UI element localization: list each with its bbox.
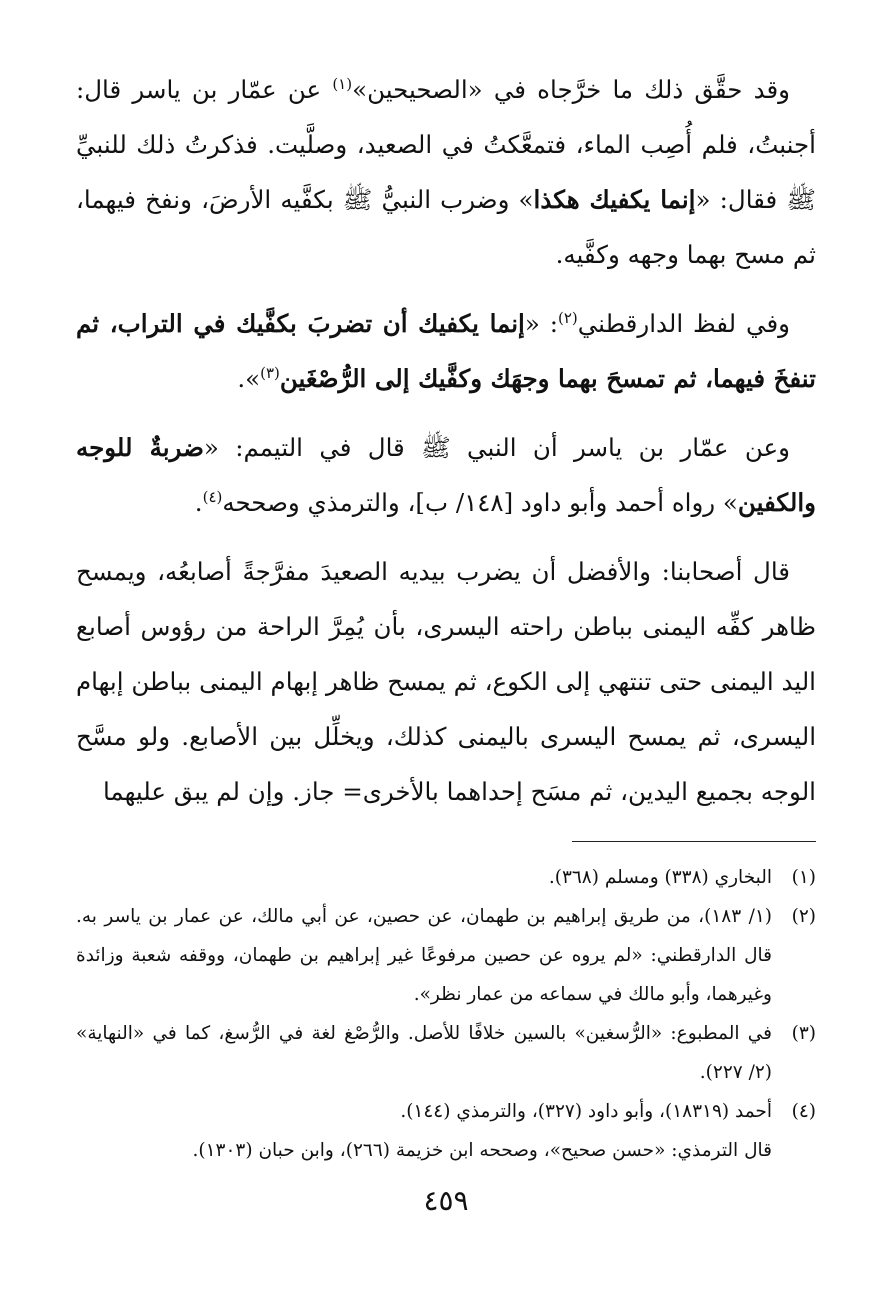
paragraph-text: : «	[524, 309, 558, 338]
footnote-3	[76, 1014, 816, 1092]
paragraph-text: عن عمّار بن ياسر قال: أجنبتُ، فلم أُصِب الماء، فتمعَّكتُ في الصعيد، وصلَّيت. فذكرتُ ذلك للنبيِّ ﷺ فقال: «	[76, 75, 817, 214]
footnote-1	[76, 858, 816, 897]
hadith-quote: إنما يكفيك أن تضربَ بكفَّيك في التراب، ثم تنفخَ فيهما، ثم تمسحَ بهما وجهَك وكفَّيك إلى الرُّصْغَين	[76, 309, 816, 393]
page-number: ٤٥٩	[423, 1184, 469, 1217]
hadith-quote: إنما يكفيك هكذا	[533, 185, 696, 214]
footnote-ref[interactable]: (١)	[332, 74, 353, 93]
footnote-ref[interactable]: (٣)	[260, 363, 280, 382]
footnotes	[76, 858, 816, 1170]
footnote-4-continuation	[76, 1131, 816, 1170]
paragraph-text: » رواه أحمد وأبو داود [١٤٨/ ب]، والترمذي وصححه	[222, 488, 738, 517]
hadith-quote: ضربةٌ للوجه والكفين	[76, 433, 816, 517]
footnote-text: في المطبوع: «الرُّسغين» بالسين خلافًا للأصل. والرُّصْغ لغة في الرُّسغ، كما في «النهاية» (٢/ ٢٢٧).	[76, 1023, 772, 1083]
footnote-4	[76, 1092, 816, 1131]
footnote-2	[76, 897, 816, 1014]
footnote-ref[interactable]: (٢)	[557, 308, 578, 327]
footnote-text: أحمد (١٨٣١٩)، وأبو داود (٣٢٧)، والترمذي (١٤٤).	[400, 1101, 772, 1122]
footnote-text: قال الترمذي: «حسن صحيح»، وصححه ابن خزيمة (٢٦٦)، وابن حبان (١٣٠٣).	[192, 1140, 772, 1161]
paragraph-2	[76, 296, 816, 406]
paragraph-3	[76, 420, 816, 530]
footnote-text: (١/ ١٨٣)، من طريق إبراهيم بن طهمان، عن حصين، عن أبي مالك، عن عمار بن ياسر به. قال الدارقطني: «لم يروه عن حصين مرفوعًا غير إبراهيم بن طهمان، ووقفه شعبة وزائدة وغيرهما، وأبو مالك في سماعه من عمار نظر».	[76, 906, 772, 1005]
paragraph-text: » وضرب النبيُّ ﷺ بكفَّيه الأرضَ، ونفخ فيهما، ثم مسح بهما وجهه وكفَّيه.	[76, 185, 816, 269]
footnote-number: (٣)	[791, 1023, 816, 1044]
footnote-divider	[572, 841, 816, 842]
footnote-text: البخاري (٣٣٨) ومسلم (٣٦٨).	[548, 867, 772, 888]
footnote-number: (٤)	[791, 1101, 816, 1122]
footnote-number: (١)	[791, 867, 816, 888]
paragraph-text: وفي لفظ الدارقطني	[577, 309, 790, 338]
paragraph-text: قال أصحابنا: والأفضل أن يضرب بيديه الصعيدَ مفرَّجةً أصابعُه، ويمسح ظاهر كفِّه اليمنى بباطن راحته اليسرى، بأن يُمِرَّ الراحة من رؤوس أصابع اليد اليمنى حتى تنتهي إلى الكوع، ثم يمسح ظاهر إبهام اليمنى بباطن إبهام اليسرى، ثم يمسح اليسرى باليمنى كذلك، ويخلِّل بين الأصابع. ولو مسَّح الوجه بجميع اليدين، ثم مسَح إحداهما بالأخرى= جاز. وإن لم يبق عليهما	[76, 557, 816, 806]
footnote-number: (٢)	[791, 906, 816, 927]
paragraph-4	[76, 544, 816, 819]
paragraph-1	[76, 62, 816, 282]
paragraph-text: .	[194, 488, 203, 517]
paragraph-text: وعن عمّار بن ياسر أن النبي ﷺ قال في التيمم: «	[203, 433, 790, 462]
paragraph-text: وقد حقَّق ذلك ما خرَّجاه في «الصحيحين»	[352, 75, 790, 104]
paragraph-text: ».	[237, 364, 261, 393]
footnote-ref[interactable]: (٤)	[202, 487, 223, 506]
